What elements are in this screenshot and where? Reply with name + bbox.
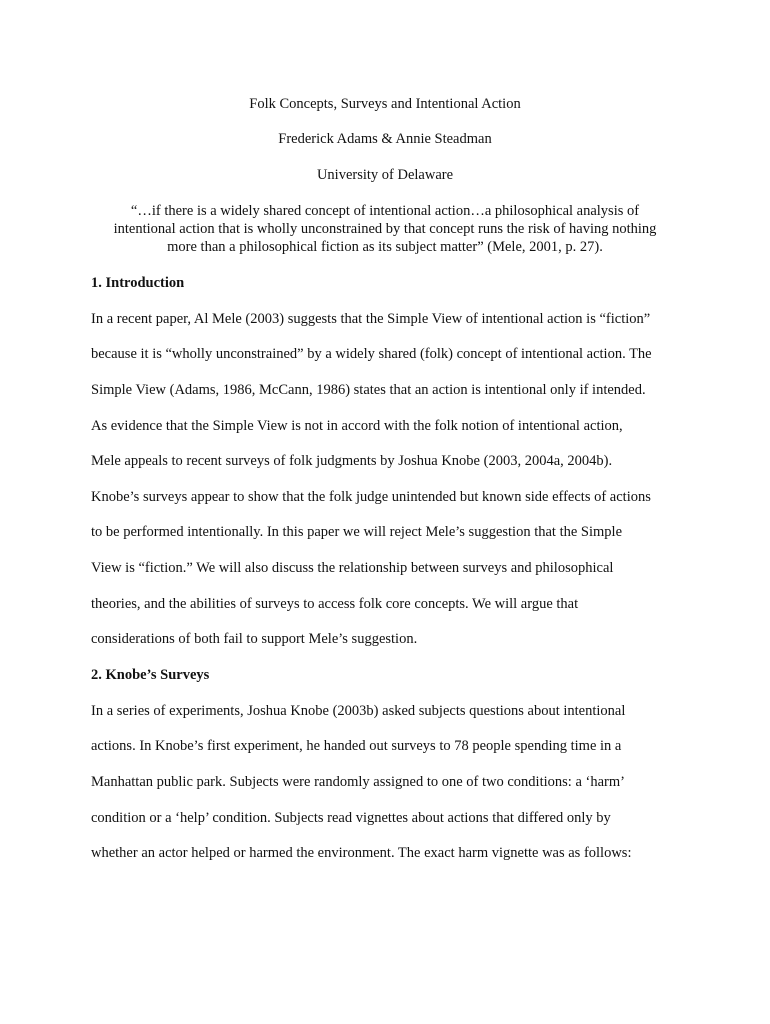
body-line: Mele appeals to recent surveys of folk judgments by Joshua Knobe (2003, 2004a, 2004b). bbox=[91, 453, 613, 469]
section-heading-introduction: 1. Introduction bbox=[91, 275, 185, 291]
body-line: View is “fiction.” We will also discuss the relationship between surveys and philosophical bbox=[91, 560, 614, 576]
body-line: In a series of experiments, Joshua Knobe (2003b) asked subjects questions about intentional bbox=[91, 703, 626, 719]
epigraph-line: “…if there is a widely shared concept of intentional action…a philosophical analysis of bbox=[130, 203, 640, 219]
body-line: Knobe’s surveys appear to show that the folk judge unintended but known side effects of actions bbox=[91, 489, 651, 505]
body-line: In a recent paper, Al Mele (2003) suggests that the Simple View of intentional action is “fiction” bbox=[91, 311, 651, 327]
body-line: actions. In Knobe’s first experiment, he handed out surveys to 78 people spending time in a bbox=[91, 738, 622, 754]
body-line: whether an actor helped or harmed the environment. The exact harm vignette was as follows: bbox=[91, 845, 632, 861]
epigraph-line: more than a philosophical fiction as its subject matter” (Mele, 2001, p. 27). bbox=[167, 239, 603, 255]
paper-affiliation: University of Delaware bbox=[316, 167, 454, 183]
section-heading-knobes-surveys: 2. Knobe’s Surveys bbox=[91, 667, 210, 683]
body-line: As evidence that the Simple View is not in accord with the folk notion of intentional action, bbox=[91, 418, 623, 434]
body-line: Simple View (Adams, 1986, McCann, 1986) states that an action is intentional only if intended. bbox=[91, 382, 646, 398]
epigraph-line: intentional action that is wholly unconstrained by that concept runs the risk of having nothing bbox=[113, 221, 657, 237]
body-line: considerations of both fail to support Mele’s suggestion. bbox=[91, 631, 418, 647]
body-line: condition or a ‘help’ condition. Subjects read vignettes about actions that differed only by bbox=[91, 810, 611, 826]
body-line: theories, and the abilities of surveys to access folk core concepts. We will argue that bbox=[91, 596, 579, 612]
body-line: to be performed intentionally. In this paper we will reject Mele’s suggestion that the Simple bbox=[91, 524, 622, 540]
paper-title: Folk Concepts, Surveys and Intentional Action bbox=[249, 96, 521, 112]
body-line: Manhattan public park. Subjects were randomly assigned to one of two conditions: a ‘harm’ bbox=[91, 774, 625, 790]
paper-authors: Frederick Adams & Annie Steadman bbox=[278, 131, 492, 147]
body-line: because it is “wholly unconstrained” by a widely shared (folk) concept of intentional action. The bbox=[91, 346, 652, 362]
